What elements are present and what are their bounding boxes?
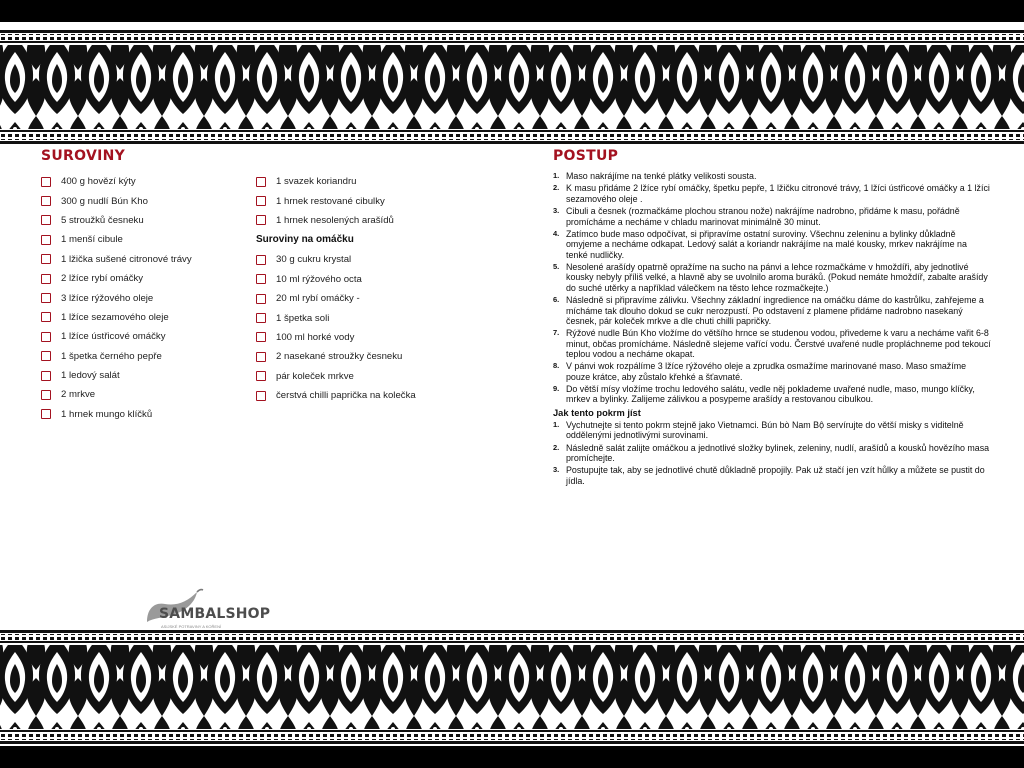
step-text: Do větší mísy vložíme trochu ledového salátu, vedle něj poklademe uvařené nudle, maso, mungo klíčky, mrkev a bylinky. Zalijeme zálivkou a posypeme arašídy a restovanou cibulkou. <box>566 384 975 405</box>
ingredient-label: 3 lžíce rýžového oleje <box>61 292 154 304</box>
checkbox[interactable] <box>256 371 266 381</box>
ingredient-label: 10 ml rýžového octa <box>276 273 362 285</box>
checkbox[interactable] <box>41 332 51 342</box>
sambalshop-logo <box>143 588 271 632</box>
ingredient-label: 1 menší cibule <box>61 234 123 246</box>
ingredient-label: 1 hrnek restované cibulky <box>276 195 385 207</box>
ingredient-label: pár koleček mrkve <box>276 370 354 382</box>
eat-subtitle: Jak tento pokrm jíst <box>553 407 641 418</box>
step-item <box>553 262 991 293</box>
procedure-section <box>553 148 991 488</box>
ingredient-item[interactable] <box>256 386 496 405</box>
ingredient-label: 2 nasekané stroužky česneku <box>276 351 403 363</box>
ingredient-item[interactable] <box>41 405 261 424</box>
ingredients-column-2 <box>256 172 496 405</box>
checkbox[interactable] <box>41 177 51 187</box>
step-text: Rýžové nudle Bún Kho vložíme do většího hrnce se studenou vodou, přivedeme k varu a necháme vařit 6-8 minut, občas promícháme. Následně slejeme vařící vodu. Čerstvé uvařené nudle propláchneme pod tekoucí teplou vodou a necháme okapat. <box>566 328 991 359</box>
checkbox[interactable] <box>256 215 266 225</box>
ornament-border-top <box>0 30 1024 148</box>
ingredient-label: 5 stroužků česneku <box>61 214 144 226</box>
ornament-pattern-bottom <box>0 630 1024 746</box>
ingredient-item[interactable] <box>41 191 261 210</box>
checkbox[interactable] <box>256 313 266 323</box>
step-number: 1. <box>553 171 560 180</box>
recipe-page <box>0 22 1024 746</box>
step-item <box>553 361 991 382</box>
ingredient-item[interactable] <box>256 211 496 230</box>
ingredient-item[interactable] <box>256 191 496 210</box>
step-number: 6. <box>553 295 560 305</box>
ingredient-item[interactable] <box>41 288 261 307</box>
eat-steps <box>553 420 991 486</box>
step-number: 3. <box>553 206 560 216</box>
ingredient-item[interactable] <box>41 366 261 385</box>
ingredient-item[interactable] <box>256 367 496 386</box>
ornament-pattern-top <box>0 30 1024 148</box>
step-item <box>553 295 991 326</box>
step-text: Maso nakrájíme na tenké plátky velikosti sousta. <box>566 171 757 181</box>
ingredient-item[interactable] <box>41 269 261 288</box>
checkbox[interactable] <box>41 351 51 361</box>
ingredient-label: 1 hrnek nesolených arašídů <box>276 214 394 226</box>
step-number: 3. <box>553 465 560 475</box>
procedure-title: POSTUP <box>553 148 619 164</box>
sauce-list <box>256 250 496 405</box>
step-item <box>553 171 991 181</box>
ingredient-list-1 <box>41 172 261 424</box>
step-text: Zatímco bude maso odpočívat, si připravíme ostatní suroviny. Všechnu zeleninu a bylinky důkladně omyjeme a necháme odkapat. Ledový salát a koriandr nakrájíme na malé kousky, mrkev nakrájíme na tenké nudličky. <box>566 229 967 260</box>
step-text: Cibuli a česnek (rozmačkáme plochou stranou nože) nakrájíme nadrobno, přidáme k masu, pořádně promícháme a necháme v chladu marinovat minimálně 30 minut. <box>566 206 960 227</box>
ingredient-item[interactable] <box>256 289 496 308</box>
ingredients-column-1 <box>41 148 261 424</box>
ingredient-label: 300 g nudlí Bún Kho <box>61 195 148 207</box>
step-number: 2. <box>553 183 560 193</box>
ingredients-title: SUROVINY <box>41 148 126 164</box>
checkbox[interactable] <box>256 196 266 206</box>
checkbox[interactable] <box>41 196 51 206</box>
ingredient-item[interactable] <box>41 308 261 327</box>
step-number: 7. <box>553 328 560 338</box>
checkbox[interactable] <box>41 371 51 381</box>
ingredient-label: čerstvá chilli paprička na kolečka <box>276 390 416 402</box>
ingredient-label: 20 ml rybí omáčky - <box>276 293 360 305</box>
ingredient-item[interactable] <box>41 172 261 191</box>
ingredient-label: 2 lžíce rybí omáčky <box>61 273 144 285</box>
ornament-border-bottom <box>0 630 1024 746</box>
step-item <box>553 384 991 405</box>
ingredient-item[interactable] <box>41 327 261 346</box>
checkbox[interactable] <box>41 254 51 264</box>
ingredient-item[interactable] <box>41 385 261 404</box>
ingredient-item[interactable] <box>256 250 496 269</box>
ingredient-item[interactable] <box>41 250 261 269</box>
sauce-subtitle: Suroviny na omáčku <box>256 234 354 246</box>
checkbox[interactable] <box>256 255 266 265</box>
procedure-steps <box>553 171 991 405</box>
checkbox[interactable] <box>41 293 51 303</box>
ingredient-label: 1 lžička sušené citronové trávy <box>61 253 192 265</box>
ingredient-item[interactable] <box>256 347 496 366</box>
checkbox[interactable] <box>41 409 51 419</box>
checkbox[interactable] <box>256 294 266 304</box>
checkbox[interactable] <box>41 274 51 284</box>
ingredient-item[interactable] <box>41 211 261 230</box>
step-text: Vychutnejte si tento pokrm stejně jako Vietnamci. Bún bò Nam Bộ servírujte do větší misky s viditelně oddělenými jednotlivými surovinami. <box>566 419 964 441</box>
step-item <box>553 206 991 227</box>
ingredient-label: 1 svazek koriandru <box>276 176 357 188</box>
ingredient-label: 1 lžíce ústřicové omáčky <box>61 331 166 343</box>
ingredient-label: 1 ledový salát <box>61 370 120 382</box>
step-item <box>553 443 991 464</box>
ingredient-label: 1 špetka černého pepře <box>61 350 162 362</box>
ingredient-item[interactable] <box>256 270 496 289</box>
ingredient-list-2 <box>256 172 496 230</box>
logo-tagline: ASIJSKÉ POTRAVINY A KOŘENÍ <box>161 624 222 629</box>
checkbox[interactable] <box>256 391 266 401</box>
step-text: Nesolené arašídy opatrně opražíme na sucho na pánvi a lehce rozmačkáme v hmoždíři, aby jednotlivé kousky nebyly příliš velké, a hlavně aby se uvolnilo aroma buráků. (Pokud nemáte hmoždíř, zabalte arašídy do suché utěrky a například válečkem na těsto lehce rozmačkejte.) <box>566 262 988 293</box>
ingredient-item[interactable] <box>41 347 261 366</box>
step-text: K masu přidáme 2 lžíce rybí omáčky, špetku pepře, 1 lžičku citronové trávy, 1 lžíci ústřicové omáčky a 1 lžíci sezamového oleje . <box>566 183 990 204</box>
checkbox[interactable] <box>41 235 51 245</box>
step-text: Následně si připravíme zálivku. Všechny základní ingredience na omáčku dáme do kastrůlku, zahřejeme a mícháme tak dlouho dokud se cukr nerozpustí. Po odstavení z plamene přidáme nadrobno nasekaný česnek, pár koleček mrkve a dle chuti chilli papričky. <box>566 295 984 326</box>
step-number: 8. <box>553 361 560 371</box>
ingredient-label: 2 mrkve <box>61 389 96 401</box>
step-number: 5. <box>553 262 560 272</box>
step-text: V pánvi wok rozpálíme 3 lžíce rýžového oleje a zprudka osmažíme marinované maso. Maso smažíme pouze krátce, aby zůstalo křehké a šťavnaté. <box>566 361 967 382</box>
step-item <box>553 328 991 359</box>
logo-name: SAMBALSHOP <box>159 606 271 622</box>
checkbox[interactable] <box>256 274 266 284</box>
ingredient-label: 30 g cukru krystal <box>276 254 352 266</box>
checkbox[interactable] <box>41 390 51 400</box>
checkbox[interactable] <box>41 312 51 322</box>
checkbox[interactable] <box>41 215 51 225</box>
step-number: 1. <box>553 419 560 429</box>
step-item <box>553 183 991 204</box>
step-number: 4. <box>553 229 560 239</box>
ingredient-label: 100 ml horké vody <box>276 331 355 343</box>
step-number: 2. <box>553 442 560 452</box>
step-item <box>553 465 991 486</box>
ingredient-item[interactable] <box>256 328 496 347</box>
ingredient-item[interactable] <box>256 308 496 327</box>
step-number: 9. <box>553 384 560 394</box>
checkbox[interactable] <box>256 332 266 342</box>
ingredient-label: 1 lžíce sezamového oleje <box>61 311 169 323</box>
ingredient-item[interactable] <box>41 230 261 249</box>
step-text: Postupujte tak, aby se jednotlivé chutě důkladně propojily. Pak už stačí jen vzít hůlky a můžete se pustit do jídla. <box>566 465 985 486</box>
checkbox[interactable] <box>256 352 266 362</box>
step-item <box>553 229 991 260</box>
ingredient-item[interactable] <box>256 172 496 191</box>
step-text: Následně salát zalijte omáčkou a jednotlivé složky bylinek, zeleniny, nudlí, arašídů a kousků hovězího masa promíchejte. <box>566 442 990 463</box>
ingredient-label: 400 g hovězí kýty <box>61 176 136 188</box>
step-item <box>553 420 991 441</box>
ingredient-label: 1 hrnek mungo klíčků <box>61 408 153 420</box>
ingredient-label: 1 špetka soli <box>276 312 330 324</box>
checkbox[interactable] <box>256 177 266 187</box>
